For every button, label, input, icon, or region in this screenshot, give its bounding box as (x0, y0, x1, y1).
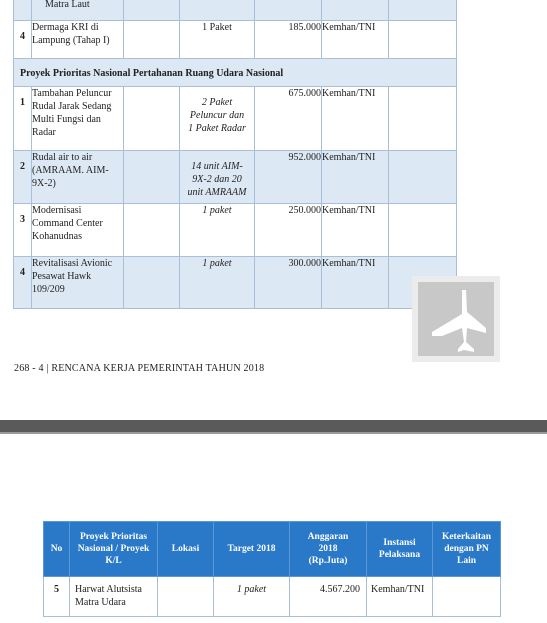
row-number: 3 (14, 204, 32, 257)
page-footer: 268 - 4 | RENCANA KERJA PEMERINTAH TAHUN 2018 (14, 363, 265, 374)
header-keterkaitan: Keterkaitan dengan PN Lain (433, 522, 501, 577)
row-number: 4 (14, 257, 32, 309)
header-target: Target 2018 (214, 522, 290, 577)
keterkaitan-cell (389, 204, 457, 257)
target-cell: 1 Paket (180, 21, 255, 59)
table-row (14, 0, 457, 21)
anggaran-cell: 300.000 (255, 257, 322, 309)
keterkaitan-cell (389, 87, 457, 151)
project-name: Dermaga KRI di Lampung (Tahap I) (32, 21, 124, 59)
anggaran-cell: 675.000 (255, 87, 322, 151)
section-row (14, 59, 457, 87)
lokasi-cell (124, 0, 180, 21)
lokasi-cell (124, 204, 180, 257)
table-row (44, 577, 501, 617)
keterkaitan-cell (389, 0, 457, 21)
table-row (14, 257, 457, 309)
target-cell: 1 paket (180, 257, 255, 309)
anggaran-cell: 952.000 (255, 151, 322, 204)
keterkaitan-cell (433, 577, 501, 617)
header-no: No (44, 522, 70, 577)
table-row (14, 87, 457, 151)
lokasi-cell (124, 257, 180, 309)
project-name: Harwat Alutsista Matra Udara (70, 577, 158, 617)
lokasi-cell (124, 21, 180, 59)
table-row (14, 204, 457, 257)
keterkaitan-cell (389, 151, 457, 204)
project-name: Tambahan Peluncur Rudal Jarak Sedang Multi Fungsi dan Radar (32, 87, 124, 151)
instansi-cell: Kemhan/TNI (322, 21, 389, 59)
project-name: Modernisasi Command Center Kohanudnas (32, 204, 124, 257)
header-lokasi: Lokasi (158, 522, 214, 577)
page-separator (0, 420, 547, 432)
lokasi-cell (124, 87, 180, 151)
lokasi-cell (124, 151, 180, 204)
header-anggaran: Anggaran 2018 (Rp.Juta) (290, 522, 367, 577)
instansi-cell (322, 0, 389, 21)
document-page-2 (0, 434, 547, 623)
target-cell: 2 Paket Peluncur dan 1 Paket Radar (180, 87, 255, 151)
project-name: Revitalisasi Avionic Pesawat Hawk 109/209 (32, 257, 124, 309)
table-header-row (44, 522, 501, 577)
instansi-cell: Kemhan/TNI (322, 204, 389, 257)
row-number: 1 (14, 87, 32, 151)
header-proyek: Proyek Prioritas Nasional / Proyek K/L (70, 522, 158, 577)
anggaran-cell: 185.000 (255, 21, 322, 59)
table-row (14, 151, 457, 204)
target-cell: 14 unit AIM-9X-2 dan 20 unit AMRAAM (180, 151, 255, 204)
row-number: 5 (44, 577, 70, 617)
fighter-jet-icon (412, 276, 500, 362)
row-number (14, 0, 32, 21)
anggaran-cell: 4.567.200 (290, 577, 367, 617)
table-row (14, 21, 457, 59)
target-cell: 1 paket (180, 204, 255, 257)
anggaran-cell (255, 0, 322, 21)
lokasi-cell (158, 577, 214, 617)
project-table-page-2 (43, 521, 501, 617)
instansi-cell: Kemhan/TNI (322, 151, 389, 204)
header-instansi: Instansi Pelaksana (367, 522, 433, 577)
instansi-cell: Kemhan/TNI (322, 87, 389, 151)
row-number: 2 (14, 151, 32, 204)
target-cell: 1 paket (214, 577, 290, 617)
project-table-page-1 (13, 0, 457, 309)
keterkaitan-cell (389, 21, 457, 59)
instansi-cell: Kemhan/TNI (367, 577, 433, 617)
section-title: Proyek Prioritas Nasional Pertahanan Ruang Udara Nasional (14, 59, 457, 87)
row-number: 4 (14, 21, 32, 59)
project-name: Rudal air to air (AMRAAM. AIM-9X-2) (32, 151, 124, 204)
project-name: Matra Laut (32, 0, 124, 21)
instansi-cell: Kemhan/TNI (322, 257, 389, 309)
target-cell (180, 0, 255, 21)
anggaran-cell: 250.000 (255, 204, 322, 257)
